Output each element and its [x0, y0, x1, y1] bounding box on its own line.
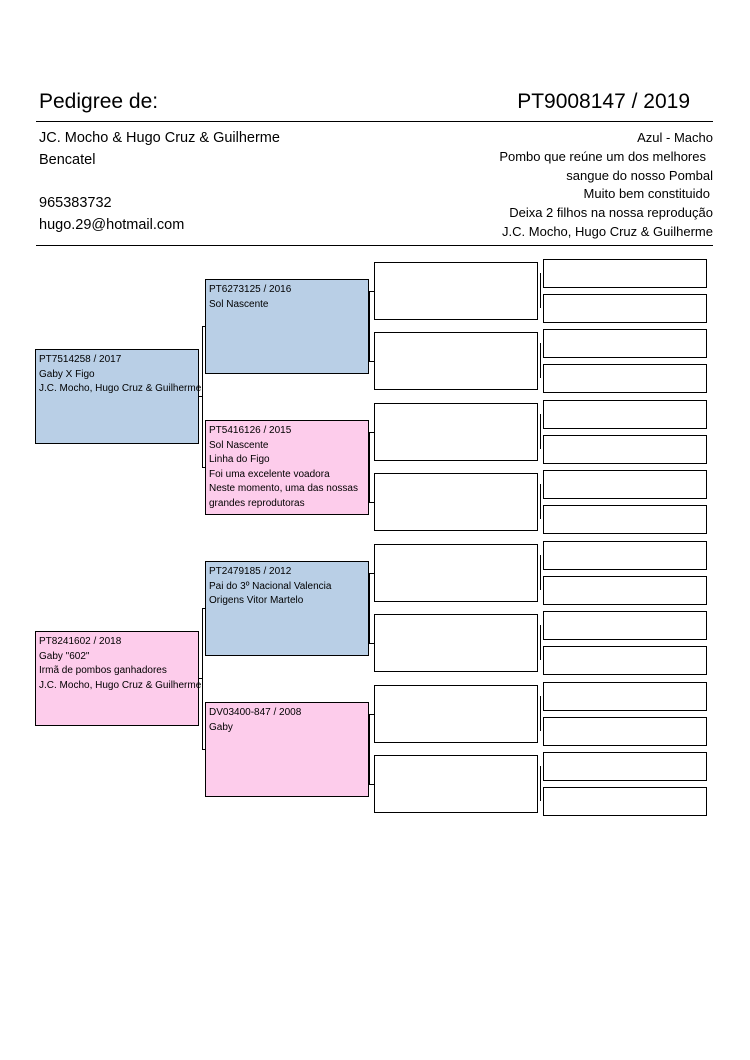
description-line: J.C. Mocho, Hugo Cruz & Guilherme: [502, 224, 713, 239]
connector-line: [369, 291, 370, 361]
grandparent-ring: PT6273125 / 2016: [209, 284, 292, 295]
owner-email: hugo.29@hotmail.com: [39, 217, 185, 233]
page-title: Pedigree de:: [39, 90, 159, 113]
connector-line: [369, 361, 374, 362]
owner-name-line1: JC. Mocho & Hugo Cruz & Guilherme: [39, 130, 280, 146]
great-great-grandparent-card: [543, 400, 707, 429]
connector-line: [369, 573, 370, 643]
grandparent-note: Sol Nascente: [209, 298, 269, 310]
connector-line: [369, 573, 374, 574]
great-great-grandparent-card: [543, 364, 707, 393]
description-line: sangue do nosso Pombal: [566, 168, 713, 183]
great-great-grandparent-card: [543, 435, 707, 464]
grandparent-note: Foi uma excelente voadora: [209, 468, 330, 480]
great-great-grandparent-card: [543, 717, 707, 746]
great-grandparent-card: [374, 685, 538, 743]
great-grandparent-card: [374, 614, 538, 672]
grandsire-paternal-card: [205, 279, 369, 374]
great-great-grandparent-card: [543, 576, 707, 605]
sire-note: J.C. Mocho, Hugo Cruz & Guilherme: [39, 383, 202, 394]
grandparent-note: Gaby: [209, 721, 233, 733]
great-great-grandparent-card: [543, 787, 707, 816]
owner-phone: 965383732: [39, 195, 112, 211]
great-great-grandparent-card: [543, 611, 707, 640]
dam-note: Gaby "602": [39, 650, 90, 662]
great-great-grandparent-card: [543, 470, 707, 499]
connector-line: [369, 432, 370, 502]
header-divider: [36, 121, 713, 122]
connector-line: [369, 291, 374, 292]
grandparent-ring: DV03400-847 / 2008: [209, 707, 302, 718]
great-grandparent-card: [374, 755, 538, 813]
grandparent-ring: PT2479185 / 2012: [209, 566, 292, 577]
great-great-grandparent-card: [543, 329, 707, 358]
grandparent-ring: PT5416126 / 2015: [209, 425, 292, 436]
great-grandparent-card: [374, 544, 538, 602]
ring-number: PT9008147 / 2019: [517, 90, 690, 113]
dam-note: Irmã de pombos ganhadores: [39, 665, 167, 676]
great-great-grandparent-card: [543, 646, 707, 675]
connector-line: [202, 326, 203, 467]
connector-line: [540, 484, 541, 519]
connector-line: [369, 502, 374, 503]
grandparent-note: grandes reprodutoras: [209, 497, 305, 509]
sire-ring: PT7514258 / 2017: [39, 354, 122, 365]
connector-line: [202, 608, 203, 749]
great-grandparent-card: [374, 332, 538, 390]
connector-line: [369, 643, 374, 644]
connector-line: [540, 555, 541, 590]
connector-line: [202, 467, 205, 468]
description-line: Deixa 2 filhos na nossa reprodução: [509, 205, 713, 220]
grandparent-note: Origens Vitor Martelo: [209, 595, 304, 606]
grandparent-note: Linha do Figo: [209, 454, 270, 465]
dam-ring: PT8241602 / 2018: [39, 636, 122, 647]
great-great-grandparent-card: [543, 259, 707, 288]
great-great-grandparent-card: [543, 752, 707, 781]
great-great-grandparent-card: [543, 541, 707, 570]
grandparent-note: Neste momento, uma das nossas: [209, 483, 358, 494]
granddam-paternal-card: [205, 420, 369, 515]
connector-line: [540, 696, 541, 731]
grandsire-maternal-card: [205, 561, 369, 656]
dam-card: [35, 631, 202, 726]
description-line: Pombo que reúne um dos melhores: [499, 149, 706, 164]
grandparent-note: Sol Nascente: [209, 439, 269, 451]
sire-card: [35, 349, 202, 444]
connector-line: [202, 749, 205, 750]
great-grandparent-card: [374, 262, 538, 320]
great-great-grandparent-card: [543, 505, 707, 534]
connector-line: [369, 714, 370, 784]
owner-name-line2: Bencatel: [39, 152, 96, 168]
connector-line: [202, 608, 205, 609]
connector-line: [540, 766, 541, 801]
dam-note: J.C. Mocho, Hugo Cruz & Guilherme: [39, 679, 202, 691]
info-divider: [36, 245, 713, 246]
sire-note: Gaby X Figo: [39, 368, 95, 380]
connector-line: [369, 714, 374, 715]
great-great-grandparent-card: [543, 682, 707, 711]
description-line: Azul - Macho: [637, 130, 713, 145]
connector-line: [369, 784, 374, 785]
great-grandparent-card: [374, 473, 538, 531]
connector-line: [540, 273, 541, 308]
great-grandparent-card: [374, 403, 538, 461]
description-line: Muito bem constituido: [583, 186, 710, 201]
connector-line: [540, 343, 541, 378]
great-great-grandparent-card: [543, 294, 707, 323]
connector-line: [369, 432, 374, 433]
connector-line: [540, 414, 541, 449]
grandparent-note: Pai do 3º Nacional Valencia: [209, 580, 332, 592]
granddam-maternal-card: [205, 702, 369, 797]
connector-line: [202, 326, 205, 327]
connector-line: [540, 625, 541, 660]
